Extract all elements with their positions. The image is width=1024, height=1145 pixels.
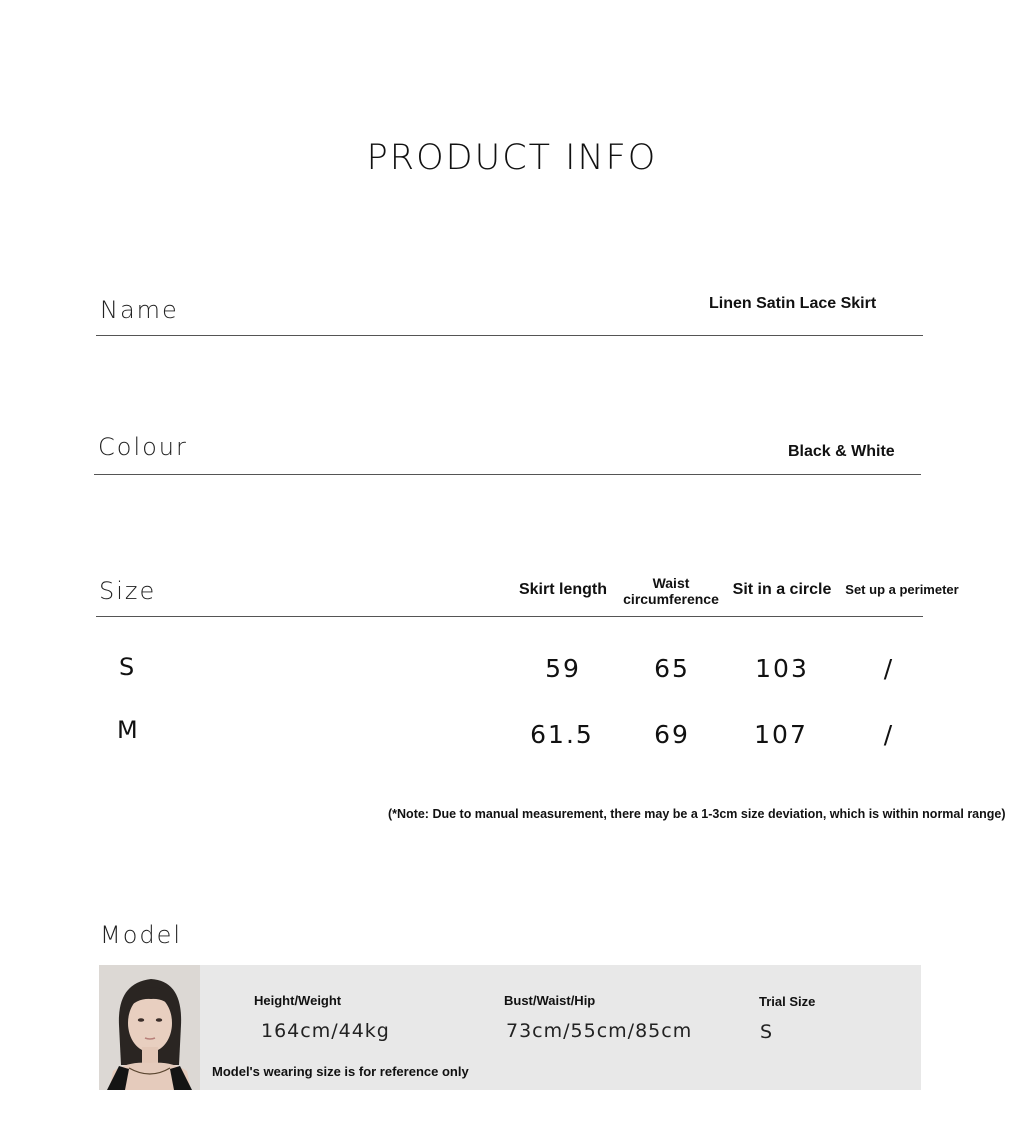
- height-weight-label: Height/Weight: [254, 993, 342, 1008]
- colour-divider: [94, 474, 921, 475]
- size-m-waist: 69: [654, 720, 690, 749]
- colour-label: Colour: [98, 433, 188, 461]
- name-divider: [96, 335, 923, 336]
- size-divider: [96, 616, 923, 617]
- column-header-waist-circumference: Waist circumference: [623, 575, 719, 607]
- size-m-perimeter: /: [883, 720, 895, 749]
- column-header-set-up-a-perimeter: Set up a perimeter: [845, 582, 959, 597]
- height-weight-value: 164cm/44kg: [261, 1020, 390, 1042]
- column-header-skirt-length: Skirt length: [518, 581, 607, 598]
- page-title: PRODUCT INFO: [366, 138, 658, 178]
- model-disclaimer: Model's wearing size is for reference only: [212, 1064, 469, 1079]
- trial-size-value: S: [760, 1021, 774, 1043]
- size-m-circle: 107: [754, 720, 808, 749]
- measurement-note: (*Note: Due to manual measurement, there may be a 1-3cm size deviation, which is within normal range): [388, 807, 1006, 821]
- size-label: Size: [99, 577, 157, 605]
- column-header-sit-in-a-circle: Sit in a circle: [732, 581, 832, 598]
- colour-value: Black & White: [788, 443, 895, 460]
- model-photo: [99, 965, 200, 1090]
- trial-size-label: Trial Size: [759, 994, 816, 1009]
- size-s-circle: 103: [755, 654, 809, 683]
- size-s-skirt-length: 59: [545, 654, 581, 683]
- size-s-perimeter: /: [883, 654, 895, 683]
- bust-waist-hip-value: 73cm/55cm/85cm: [506, 1020, 693, 1042]
- name-value: Linen Satin Lace Skirt: [709, 295, 877, 312]
- bust-waist-hip-label: Bust/Waist/Hip: [504, 993, 596, 1008]
- size-s-waist: 65: [654, 654, 690, 683]
- model-label: Model: [100, 921, 183, 949]
- name-label: Name: [100, 296, 179, 324]
- size-m-skirt-length: 61.5: [530, 720, 594, 749]
- size-row-s-label: S: [119, 653, 135, 681]
- size-row-m-label: M: [117, 716, 138, 744]
